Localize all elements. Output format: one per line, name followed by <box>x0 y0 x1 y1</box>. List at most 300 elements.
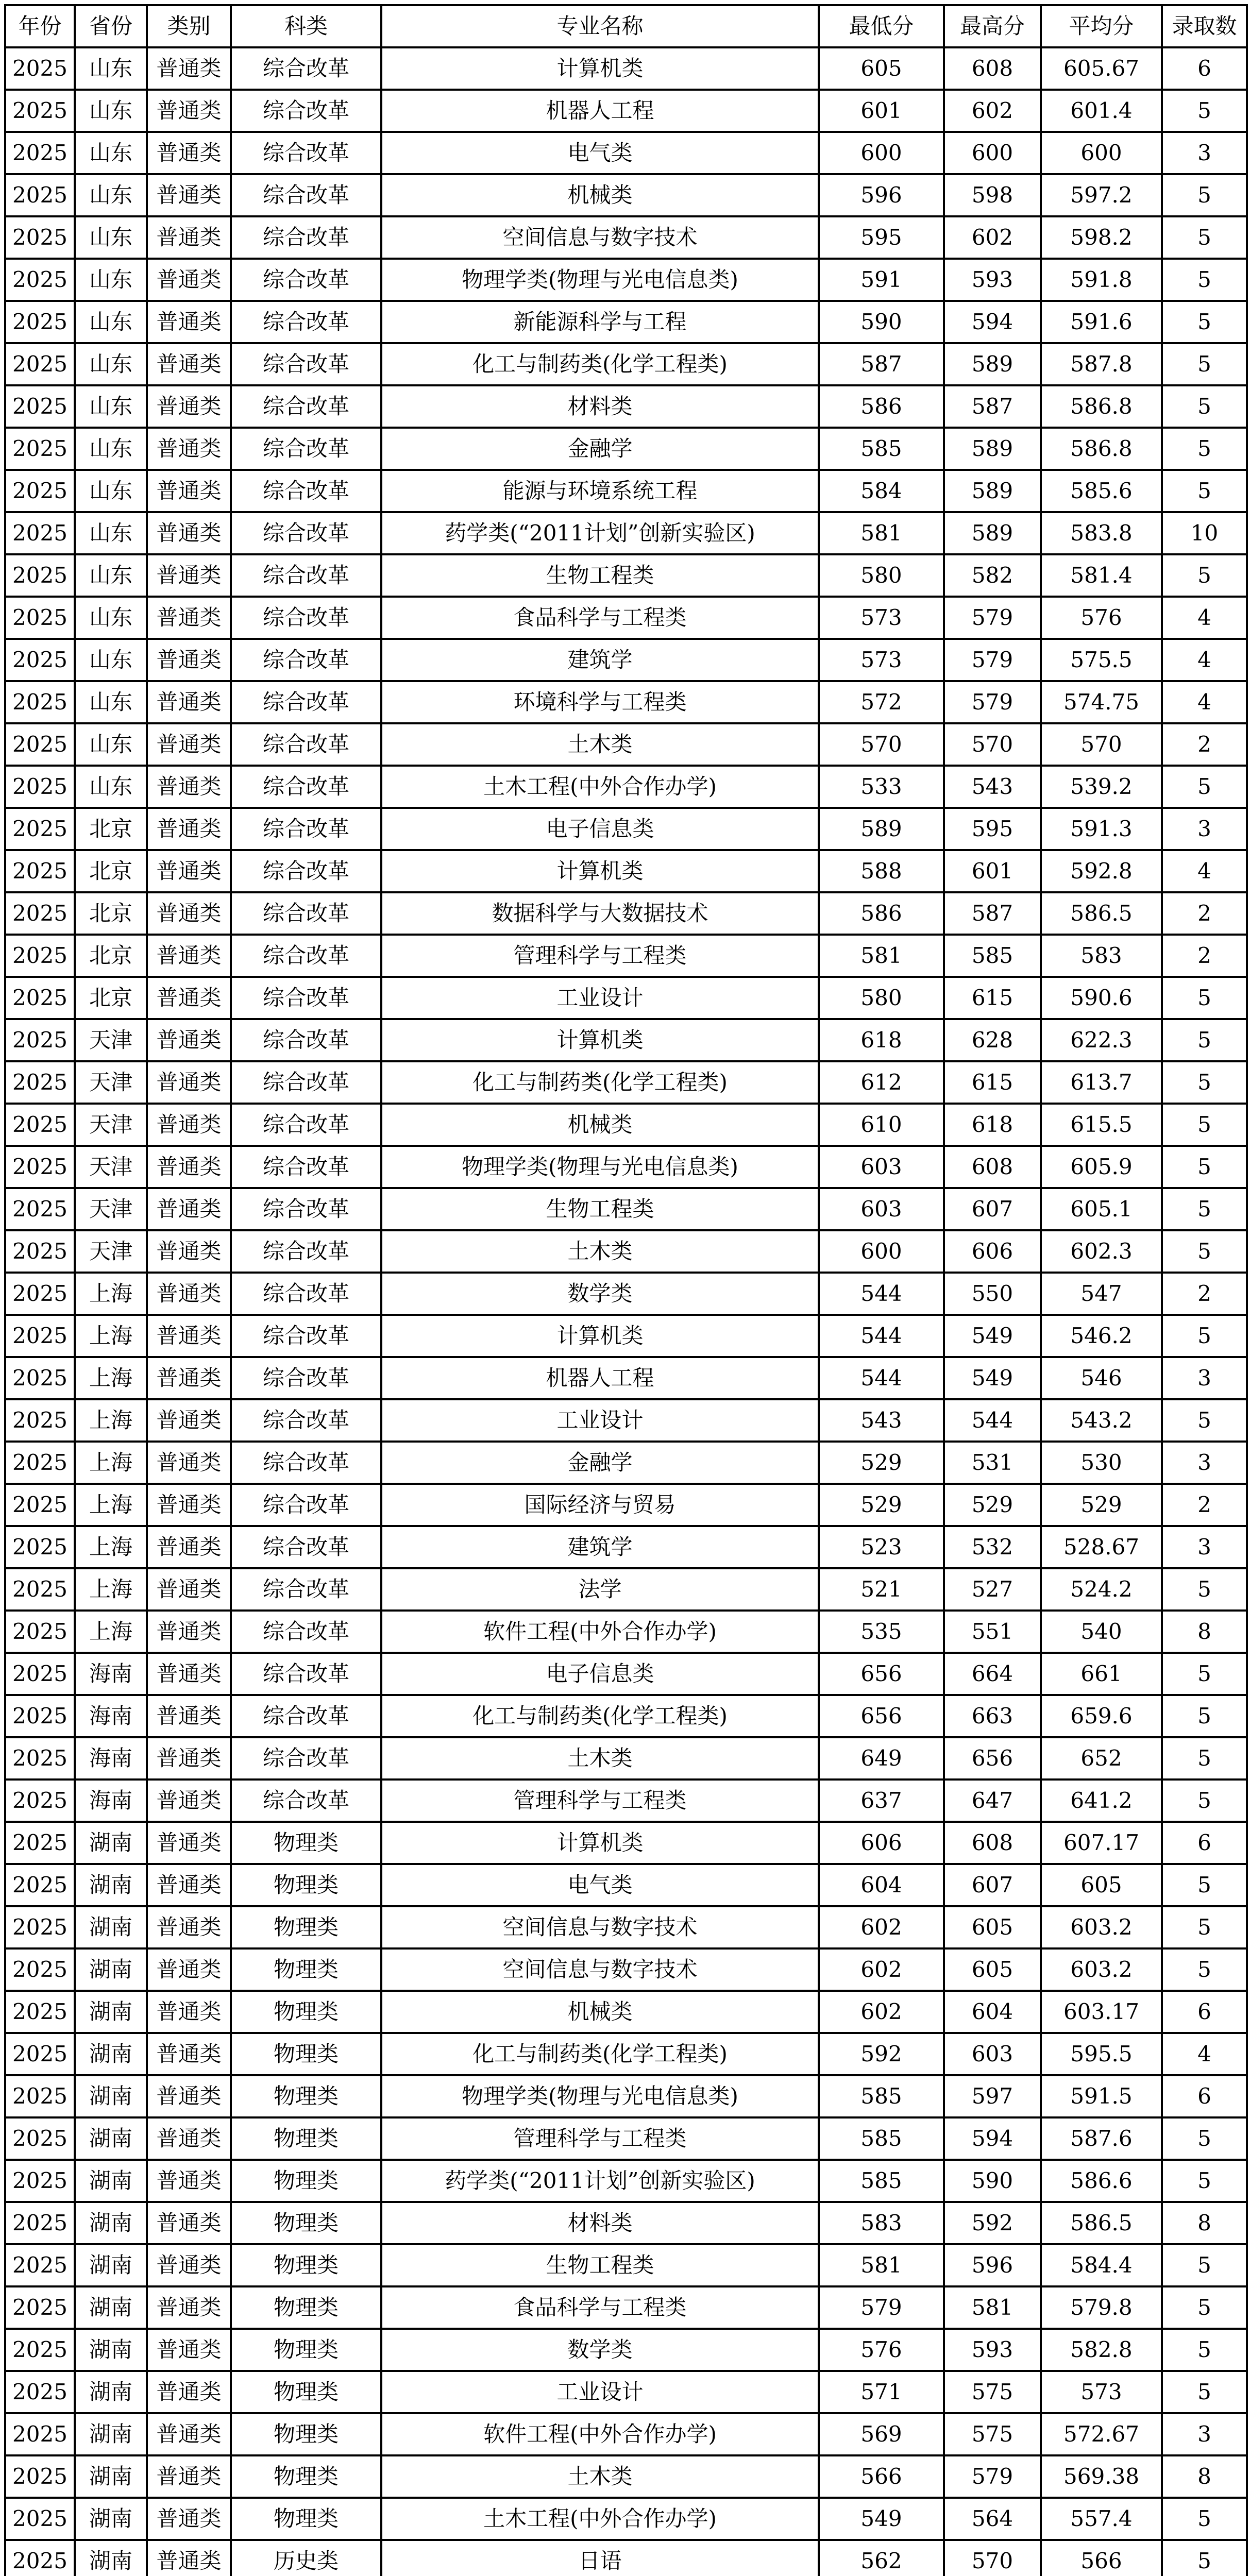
admitted-count-cell: 5 <box>1162 1104 1247 1146</box>
province-cell: 山东 <box>75 470 147 512</box>
category-cell: 普通类 <box>147 2160 231 2202</box>
major-name-cell: 法学 <box>381 1568 819 1611</box>
header-admitted-count: 录取数 <box>1162 5 1247 47</box>
max-score-cell: 589 <box>944 512 1041 554</box>
province-cell: 湖南 <box>75 2286 147 2329</box>
province-cell: 天津 <box>75 1188 147 1230</box>
subject-type-cell: 综合改革 <box>231 1526 381 1568</box>
category-cell: 普通类 <box>147 1906 231 1948</box>
avg-score-cell: 591.5 <box>1041 2075 1162 2117</box>
max-score-cell: 608 <box>944 1146 1041 1188</box>
major-name-cell: 生物工程类 <box>381 554 819 597</box>
max-score-cell: 570 <box>944 723 1041 766</box>
major-name-cell: 国际经济与贸易 <box>381 1484 819 1526</box>
admitted-count-cell: 8 <box>1162 2455 1247 2498</box>
category-cell: 普通类 <box>147 259 231 301</box>
major-name-cell: 材料类 <box>381 2202 819 2244</box>
category-cell: 普通类 <box>147 1780 231 1822</box>
min-score-cell: 596 <box>819 174 944 216</box>
avg-score-cell: 587.6 <box>1041 2117 1162 2160</box>
table-row <box>5 1653 1247 1695</box>
min-score-cell: 535 <box>819 1611 944 1653</box>
max-score-cell: 579 <box>944 597 1041 639</box>
major-name-cell: 电子信息类 <box>381 808 819 850</box>
province-cell: 湖南 <box>75 2033 147 2075</box>
province-cell: 上海 <box>75 1273 147 1315</box>
admitted-count-cell: 10 <box>1162 512 1247 554</box>
province-cell: 上海 <box>75 1442 147 1484</box>
max-score-cell: 527 <box>944 1568 1041 1611</box>
province-cell: 湖南 <box>75 2160 147 2202</box>
major-name-cell: 管理科学与工程类 <box>381 1780 819 1822</box>
admitted-count-cell: 4 <box>1162 681 1247 723</box>
year-cell: 2025 <box>5 2413 75 2455</box>
max-score-cell: 597 <box>944 2075 1041 2117</box>
admitted-count-cell: 5 <box>1162 1780 1247 1822</box>
subject-type-cell: 综合改革 <box>231 892 381 935</box>
category-cell: 普通类 <box>147 850 231 892</box>
category-cell: 普通类 <box>147 1273 231 1315</box>
table-row <box>5 2160 1247 2202</box>
province-cell: 山东 <box>75 90 147 132</box>
major-name-cell: 金融学 <box>381 1442 819 1484</box>
subject-type-cell: 物理类 <box>231 2413 381 2455</box>
min-score-cell: 573 <box>819 597 944 639</box>
major-name-cell: 食品科学与工程类 <box>381 2286 819 2329</box>
category-cell: 普通类 <box>147 2540 231 2576</box>
year-cell: 2025 <box>5 1948 75 1991</box>
subject-type-cell: 物理类 <box>231 2202 381 2244</box>
admitted-count-cell: 6 <box>1162 1991 1247 2033</box>
admitted-count-cell: 5 <box>1162 259 1247 301</box>
max-score-cell: 593 <box>944 2329 1041 2371</box>
admitted-count-cell: 2 <box>1162 935 1247 977</box>
admitted-count-cell: 5 <box>1162 1948 1247 1991</box>
subject-type-cell: 综合改革 <box>231 850 381 892</box>
admitted-count-cell: 3 <box>1162 1442 1247 1484</box>
subject-type-cell: 综合改革 <box>231 1611 381 1653</box>
min-score-cell: 606 <box>819 1822 944 1864</box>
admitted-count-cell: 4 <box>1162 597 1247 639</box>
avg-score-cell: 605.67 <box>1041 47 1162 90</box>
min-score-cell: 586 <box>819 892 944 935</box>
max-score-cell: 549 <box>944 1315 1041 1357</box>
year-cell: 2025 <box>5 2498 75 2540</box>
major-name-cell: 物理学类(物理与光电信息类) <box>381 1146 819 1188</box>
province-cell: 海南 <box>75 1780 147 1822</box>
category-cell: 普通类 <box>147 1188 231 1230</box>
province-cell: 山东 <box>75 385 147 428</box>
major-name-cell: 管理科学与工程类 <box>381 2117 819 2160</box>
min-score-cell: 603 <box>819 1146 944 1188</box>
table-row <box>5 259 1247 301</box>
header-category: 类别 <box>147 5 231 47</box>
min-score-cell: 585 <box>819 2160 944 2202</box>
province-cell: 湖南 <box>75 2455 147 2498</box>
major-name-cell: 土木类 <box>381 2455 819 2498</box>
subject-type-cell: 综合改革 <box>231 1188 381 1230</box>
max-score-cell: 601 <box>944 850 1041 892</box>
year-cell: 2025 <box>5 2371 75 2413</box>
max-score-cell: 543 <box>944 766 1041 808</box>
admitted-count-cell: 5 <box>1162 1653 1247 1695</box>
year-cell: 2025 <box>5 1146 75 1188</box>
admitted-count-cell: 3 <box>1162 2413 1247 2455</box>
major-name-cell: 机器人工程 <box>381 1357 819 1399</box>
major-name-cell: 工业设计 <box>381 977 819 1019</box>
province-cell: 湖南 <box>75 2498 147 2540</box>
year-cell: 2025 <box>5 977 75 1019</box>
subject-type-cell: 综合改革 <box>231 1315 381 1357</box>
major-name-cell: 化工与制药类(化学工程类) <box>381 2033 819 2075</box>
max-score-cell: 602 <box>944 216 1041 259</box>
major-name-cell: 计算机类 <box>381 1315 819 1357</box>
subject-type-cell: 综合改革 <box>231 1019 381 1061</box>
category-cell: 普通类 <box>147 1864 231 1906</box>
table-row <box>5 2033 1247 2075</box>
province-cell: 湖南 <box>75 1948 147 1991</box>
table-row <box>5 1991 1247 2033</box>
max-score-cell: 579 <box>944 639 1041 681</box>
avg-score-cell: 601.4 <box>1041 90 1162 132</box>
major-name-cell: 工业设计 <box>381 1399 819 1442</box>
avg-score-cell: 659.6 <box>1041 1695 1162 1737</box>
year-cell: 2025 <box>5 766 75 808</box>
avg-score-cell: 652 <box>1041 1737 1162 1780</box>
subject-type-cell: 物理类 <box>231 2455 381 2498</box>
province-cell: 山东 <box>75 47 147 90</box>
avg-score-cell: 585.6 <box>1041 470 1162 512</box>
category-cell: 普通类 <box>147 216 231 259</box>
category-cell: 普通类 <box>147 808 231 850</box>
major-name-cell: 土木工程(中外合作办学) <box>381 2498 819 2540</box>
avg-score-cell: 581.4 <box>1041 554 1162 597</box>
avg-score-cell: 566 <box>1041 2540 1162 2576</box>
avg-score-cell: 586.5 <box>1041 2202 1162 2244</box>
admitted-count-cell: 5 <box>1162 2371 1247 2413</box>
min-score-cell: 584 <box>819 470 944 512</box>
year-cell: 2025 <box>5 1611 75 1653</box>
max-score-cell: 587 <box>944 385 1041 428</box>
max-score-cell: 549 <box>944 1357 1041 1399</box>
province-cell: 湖南 <box>75 1991 147 2033</box>
admitted-count-cell: 6 <box>1162 47 1247 90</box>
avg-score-cell: 607.17 <box>1041 1822 1162 1864</box>
table-row <box>5 1442 1247 1484</box>
subject-type-cell: 物理类 <box>231 1948 381 1991</box>
category-cell: 普通类 <box>147 2371 231 2413</box>
category-cell: 普通类 <box>147 723 231 766</box>
table-row <box>5 1906 1247 1948</box>
table-row <box>5 2244 1247 2286</box>
major-name-cell: 电子信息类 <box>381 1653 819 1695</box>
table-row <box>5 1019 1247 1061</box>
subject-type-cell: 物理类 <box>231 2329 381 2371</box>
category-cell: 普通类 <box>147 1230 231 1273</box>
province-cell: 山东 <box>75 512 147 554</box>
major-name-cell: 计算机类 <box>381 47 819 90</box>
year-cell: 2025 <box>5 1230 75 1273</box>
subject-type-cell: 综合改革 <box>231 470 381 512</box>
min-score-cell: 581 <box>819 512 944 554</box>
subject-type-cell: 综合改革 <box>231 597 381 639</box>
max-score-cell: 605 <box>944 1948 1041 1991</box>
subject-type-cell: 综合改革 <box>231 1230 381 1273</box>
major-name-cell: 建筑学 <box>381 639 819 681</box>
avg-score-cell: 603.2 <box>1041 1948 1162 1991</box>
admitted-count-cell: 3 <box>1162 808 1247 850</box>
admitted-count-cell: 5 <box>1162 766 1247 808</box>
category-cell: 普通类 <box>147 1948 231 1991</box>
province-cell: 上海 <box>75 1315 147 1357</box>
major-name-cell: 空间信息与数字技术 <box>381 1906 819 1948</box>
avg-score-cell: 591.3 <box>1041 808 1162 850</box>
max-score-cell: 608 <box>944 1822 1041 1864</box>
major-name-cell: 电气类 <box>381 132 819 174</box>
avg-score-cell: 592.8 <box>1041 850 1162 892</box>
year-cell: 2025 <box>5 554 75 597</box>
avg-score-cell: 547 <box>1041 1273 1162 1315</box>
subject-type-cell: 综合改革 <box>231 1484 381 1526</box>
province-cell: 湖南 <box>75 2202 147 2244</box>
province-cell: 海南 <box>75 1653 147 1695</box>
year-cell: 2025 <box>5 343 75 385</box>
avg-score-cell: 587.8 <box>1041 343 1162 385</box>
min-score-cell: 529 <box>819 1484 944 1526</box>
subject-type-cell: 综合改革 <box>231 1357 381 1399</box>
max-score-cell: 544 <box>944 1399 1041 1442</box>
table-row <box>5 174 1247 216</box>
subject-type-cell: 综合改革 <box>231 808 381 850</box>
table-row <box>5 1230 1247 1273</box>
category-cell: 普通类 <box>147 1146 231 1188</box>
admitted-count-cell: 5 <box>1162 1146 1247 1188</box>
subject-type-cell: 物理类 <box>231 2033 381 2075</box>
max-score-cell: 598 <box>944 174 1041 216</box>
min-score-cell: 573 <box>819 639 944 681</box>
max-score-cell: 604 <box>944 1991 1041 2033</box>
avg-score-cell: 546.2 <box>1041 1315 1162 1357</box>
major-name-cell: 数学类 <box>381 2329 819 2371</box>
category-cell: 普通类 <box>147 1442 231 1484</box>
subject-type-cell: 综合改革 <box>231 512 381 554</box>
province-cell: 湖南 <box>75 2413 147 2455</box>
subject-type-cell: 综合改革 <box>231 554 381 597</box>
category-cell: 普通类 <box>147 512 231 554</box>
major-name-cell: 管理科学与工程类 <box>381 935 819 977</box>
avg-score-cell: 591.6 <box>1041 301 1162 343</box>
max-score-cell: 595 <box>944 808 1041 850</box>
table-row <box>5 723 1247 766</box>
min-score-cell: 656 <box>819 1653 944 1695</box>
max-score-cell: 589 <box>944 343 1041 385</box>
province-cell: 湖南 <box>75 2244 147 2286</box>
major-name-cell: 空间信息与数字技术 <box>381 1948 819 1991</box>
admitted-count-cell: 3 <box>1162 132 1247 174</box>
year-cell: 2025 <box>5 1568 75 1611</box>
max-score-cell: 532 <box>944 1526 1041 1568</box>
avg-score-cell: 661 <box>1041 1653 1162 1695</box>
category-cell: 普通类 <box>147 2033 231 2075</box>
avg-score-cell: 583.8 <box>1041 512 1162 554</box>
admitted-count-cell: 5 <box>1162 2117 1247 2160</box>
max-score-cell: 605 <box>944 1906 1041 1948</box>
min-score-cell: 569 <box>819 2413 944 2455</box>
category-cell: 普通类 <box>147 1611 231 1653</box>
category-cell: 普通类 <box>147 301 231 343</box>
max-score-cell: 664 <box>944 1653 1041 1695</box>
major-name-cell: 能源与环境系统工程 <box>381 470 819 512</box>
category-cell: 普通类 <box>147 1653 231 1695</box>
avg-score-cell: 576 <box>1041 597 1162 639</box>
subject-type-cell: 综合改革 <box>231 1146 381 1188</box>
max-score-cell: 551 <box>944 1611 1041 1653</box>
year-cell: 2025 <box>5 1315 75 1357</box>
year-cell: 2025 <box>5 90 75 132</box>
year-cell: 2025 <box>5 1906 75 1948</box>
major-name-cell: 土木类 <box>381 723 819 766</box>
subject-type-cell: 物理类 <box>231 2286 381 2329</box>
province-cell: 山东 <box>75 723 147 766</box>
max-score-cell: 606 <box>944 1230 1041 1273</box>
min-score-cell: 602 <box>819 1906 944 1948</box>
year-cell: 2025 <box>5 1484 75 1526</box>
subject-type-cell: 综合改革 <box>231 1653 381 1695</box>
max-score-cell: 575 <box>944 2413 1041 2455</box>
category-cell: 普通类 <box>147 132 231 174</box>
province-cell: 天津 <box>75 1061 147 1104</box>
year-cell: 2025 <box>5 428 75 470</box>
category-cell: 普通类 <box>147 2286 231 2329</box>
avg-score-cell: 575.5 <box>1041 639 1162 681</box>
avg-score-cell: 622.3 <box>1041 1019 1162 1061</box>
header-avg-score: 平均分 <box>1041 5 1162 47</box>
table-row <box>5 850 1247 892</box>
min-score-cell: 610 <box>819 1104 944 1146</box>
province-cell: 天津 <box>75 1104 147 1146</box>
province-cell: 山东 <box>75 132 147 174</box>
subject-type-cell: 综合改革 <box>231 385 381 428</box>
table-row <box>5 1357 1247 1399</box>
subject-type-cell: 综合改革 <box>231 1104 381 1146</box>
year-cell: 2025 <box>5 1780 75 1822</box>
min-score-cell: 656 <box>819 1695 944 1737</box>
subject-type-cell: 物理类 <box>231 2371 381 2413</box>
major-name-cell: 计算机类 <box>381 850 819 892</box>
subject-type-cell: 综合改革 <box>231 1442 381 1484</box>
avg-score-cell: 524.2 <box>1041 1568 1162 1611</box>
table-row <box>5 1188 1247 1230</box>
admitted-count-cell: 5 <box>1162 428 1247 470</box>
category-cell: 普通类 <box>147 2202 231 2244</box>
admitted-count-cell: 5 <box>1162 1906 1247 1948</box>
major-name-cell: 生物工程类 <box>381 1188 819 1230</box>
major-name-cell: 药学类(“2011计划”创新实验区) <box>381 2160 819 2202</box>
category-cell: 普通类 <box>147 2117 231 2160</box>
header-row <box>5 5 1247 47</box>
subject-type-cell: 综合改革 <box>231 681 381 723</box>
max-score-cell: 593 <box>944 259 1041 301</box>
avg-score-cell: 591.8 <box>1041 259 1162 301</box>
table-row <box>5 2075 1247 2117</box>
subject-type-cell: 综合改革 <box>231 259 381 301</box>
year-cell: 2025 <box>5 2117 75 2160</box>
admitted-count-cell: 5 <box>1162 301 1247 343</box>
max-score-cell: 656 <box>944 1737 1041 1780</box>
subject-type-cell: 物理类 <box>231 2244 381 2286</box>
category-cell: 普通类 <box>147 1315 231 1357</box>
category-cell: 普通类 <box>147 2329 231 2371</box>
admitted-count-cell: 5 <box>1162 216 1247 259</box>
max-score-cell: 603 <box>944 2033 1041 2075</box>
category-cell: 普通类 <box>147 174 231 216</box>
category-cell: 普通类 <box>147 1822 231 1864</box>
min-score-cell: 586 <box>819 385 944 428</box>
avg-score-cell: 528.67 <box>1041 1526 1162 1568</box>
admitted-count-cell: 5 <box>1162 1864 1247 1906</box>
province-cell: 上海 <box>75 1484 147 1526</box>
year-cell: 2025 <box>5 2455 75 2498</box>
table-row <box>5 1611 1247 1653</box>
avg-score-cell: 539.2 <box>1041 766 1162 808</box>
admitted-count-cell: 5 <box>1162 2498 1247 2540</box>
avg-score-cell: 615.5 <box>1041 1104 1162 1146</box>
subject-type-cell: 综合改革 <box>231 1695 381 1737</box>
major-name-cell: 数学类 <box>381 1273 819 1315</box>
category-cell: 普通类 <box>147 597 231 639</box>
avg-score-cell: 584.4 <box>1041 2244 1162 2286</box>
max-score-cell: 581 <box>944 2286 1041 2329</box>
table-row <box>5 681 1247 723</box>
category-cell: 普通类 <box>147 47 231 90</box>
table-row <box>5 977 1247 1019</box>
avg-score-cell: 605.1 <box>1041 1188 1162 1230</box>
max-score-cell: 550 <box>944 1273 1041 1315</box>
subject-type-cell: 综合改革 <box>231 343 381 385</box>
subject-type-cell: 综合改革 <box>231 90 381 132</box>
major-name-cell: 建筑学 <box>381 1526 819 1568</box>
avg-score-cell: 573 <box>1041 2371 1162 2413</box>
subject-type-cell: 综合改革 <box>231 1061 381 1104</box>
major-name-cell: 日语 <box>381 2540 819 2576</box>
max-score-cell: 582 <box>944 554 1041 597</box>
min-score-cell: 566 <box>819 2455 944 2498</box>
subject-type-cell: 物理类 <box>231 2160 381 2202</box>
subject-type-cell: 综合改革 <box>231 1568 381 1611</box>
category-cell: 普通类 <box>147 385 231 428</box>
category-cell: 普通类 <box>147 90 231 132</box>
category-cell: 普通类 <box>147 1357 231 1399</box>
province-cell: 山东 <box>75 766 147 808</box>
year-cell: 2025 <box>5 2540 75 2576</box>
min-score-cell: 523 <box>819 1526 944 1568</box>
min-score-cell: 637 <box>819 1780 944 1822</box>
admitted-count-cell: 2 <box>1162 892 1247 935</box>
table-row <box>5 470 1247 512</box>
admitted-count-cell: 5 <box>1162 90 1247 132</box>
year-cell: 2025 <box>5 385 75 428</box>
major-name-cell: 物理学类(物理与光电信息类) <box>381 2075 819 2117</box>
admitted-count-cell: 4 <box>1162 639 1247 681</box>
min-score-cell: 533 <box>819 766 944 808</box>
min-score-cell: 570 <box>819 723 944 766</box>
major-name-cell: 物理学类(物理与光电信息类) <box>381 259 819 301</box>
table-row <box>5 1568 1247 1611</box>
admitted-count-cell: 5 <box>1162 2244 1247 2286</box>
province-cell: 山东 <box>75 174 147 216</box>
subject-type-cell: 综合改革 <box>231 1780 381 1822</box>
year-cell: 2025 <box>5 1399 75 1442</box>
